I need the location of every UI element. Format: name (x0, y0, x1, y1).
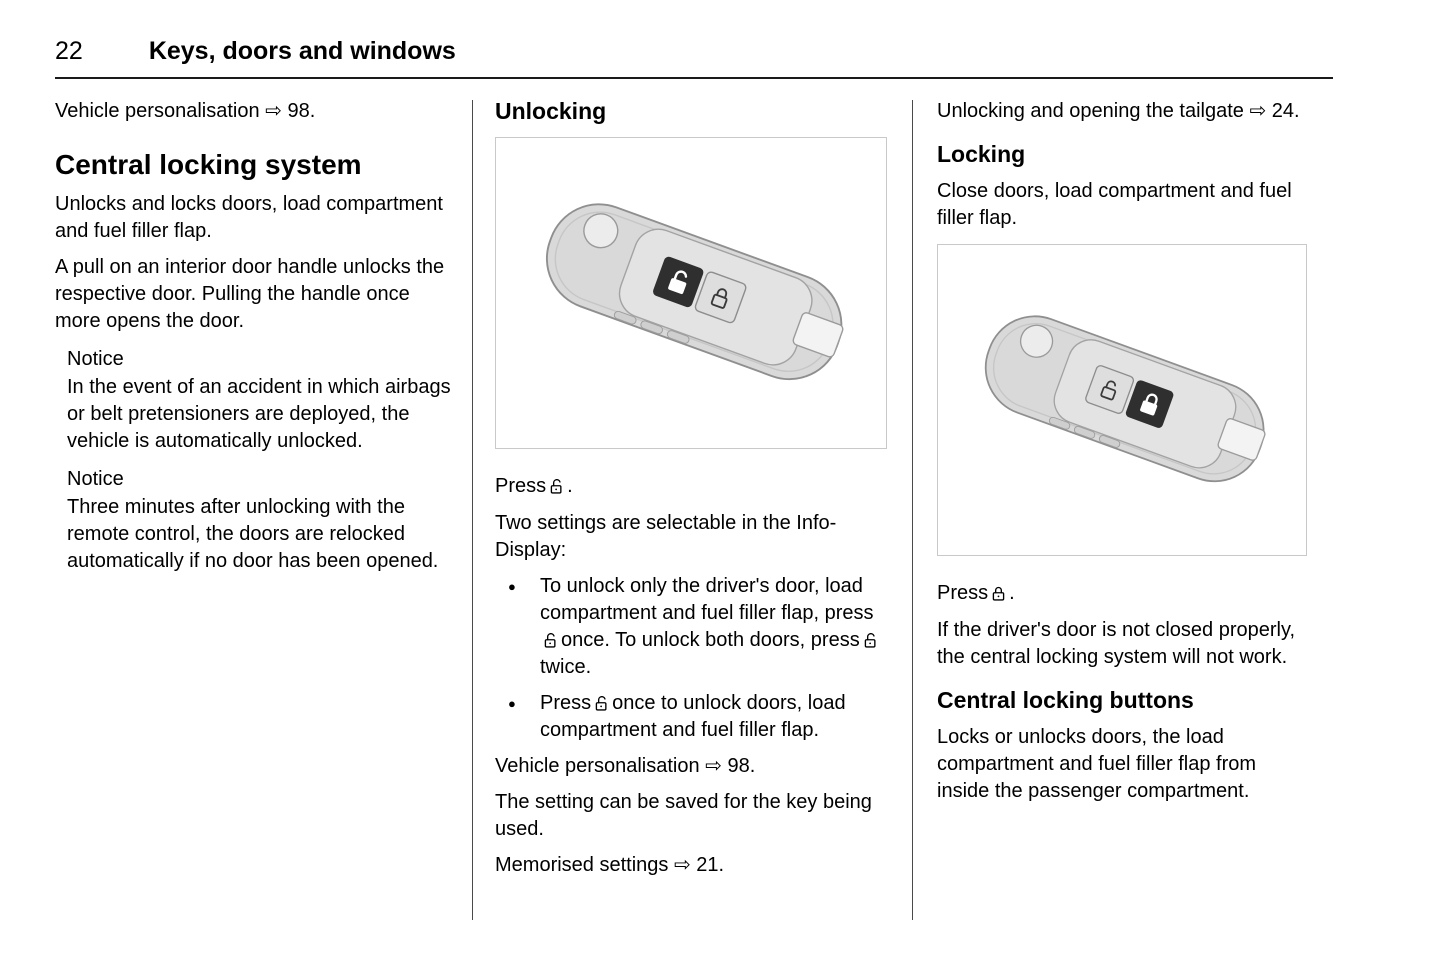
unlock-remote-icon (594, 694, 609, 713)
bullet-icon: ● (508, 579, 516, 594)
locking-remote-figure (937, 244, 1307, 556)
paragraph: The setting can be saved for the key being used. (495, 791, 872, 840)
notice-title: Notice (67, 348, 124, 370)
section-heading-central-locking: Central locking system (55, 149, 362, 180)
notice-body: In the event of an accident in which airbags or belt pretensioners are deployed, the vehicle is automatically unlocked. (67, 376, 451, 452)
unlocking-remote-figure (495, 137, 887, 449)
press-label: Press (937, 582, 989, 604)
column-middle (495, 98, 887, 888)
paragraph: A pull on an interior door handle unlocks the respective door. Pulling the handle once more opens the door. (55, 256, 445, 332)
paragraph: Close doors, load compartment and fuel filler flap. (937, 180, 1292, 229)
column-divider (912, 100, 913, 920)
cross-reference-personalisation: Vehicle personalisation ⇨ 98. (495, 755, 756, 777)
list-item-text: Press once to unlock doors, load compartment and fuel filler flap. (540, 692, 846, 741)
list-item (495, 573, 887, 681)
list-item-text: To unlock only the driver's door, load compartment and fuel filler flap, press once. To unlock both doors, press twice. (540, 573, 887, 681)
paragraph: Locks or unlocks doors, the load compartment and fuel filler flap from inside the passenger compartment. (937, 726, 1257, 802)
paragraph: If the driver's door is not closed properly, the central locking system will not work. (937, 619, 1296, 668)
page-number: 22 (55, 37, 83, 65)
cross-reference-personalisation: Vehicle personalisation ⇨ 98. (55, 100, 316, 122)
notice-body: Three minutes after unlocking with the remote control, the doors are relocked automatically if no door has been opened. (67, 496, 439, 572)
press-punct: . (567, 475, 573, 497)
remote-key-lock-illustration (949, 254, 1295, 545)
lock-remote-icon (991, 584, 1006, 603)
remote-key-unlock-illustration (508, 147, 875, 438)
notice-block (67, 466, 453, 575)
unlock-remote-icon (543, 631, 558, 650)
cross-reference-tailgate: Unlocking and opening the tailgate ⇨ 24. (937, 100, 1300, 122)
unlock-remote-icon (863, 631, 878, 650)
paragraph: Unlocks and locks doors, load compartment and fuel filler flap. (55, 193, 443, 242)
chapter-title: Keys, doors and windows (148, 37, 456, 65)
unlock-remote-icon (549, 477, 564, 496)
notice-block (67, 346, 453, 455)
notice-title: Notice (67, 468, 124, 490)
cross-reference-memorised-settings: Memorised settings ⇨ 21. (495, 854, 725, 876)
subsection-heading-central-locking-buttons: Central locking buttons (937, 687, 1194, 713)
press-label: Press (495, 475, 547, 497)
column-right (937, 98, 1307, 814)
list-item (495, 690, 887, 744)
paragraph: Two settings are selectable in the Info-Display: (495, 512, 837, 561)
page-header (55, 38, 1333, 79)
subsection-heading-unlocking: Unlocking (495, 98, 607, 124)
bullet-icon: ● (508, 696, 516, 711)
column-divider (472, 100, 473, 920)
press-lock-line (937, 580, 1307, 607)
press-punct: . (1009, 582, 1015, 604)
column-left (55, 98, 453, 586)
press-unlock-line (495, 473, 887, 500)
subsection-heading-locking: Locking (937, 141, 1026, 167)
